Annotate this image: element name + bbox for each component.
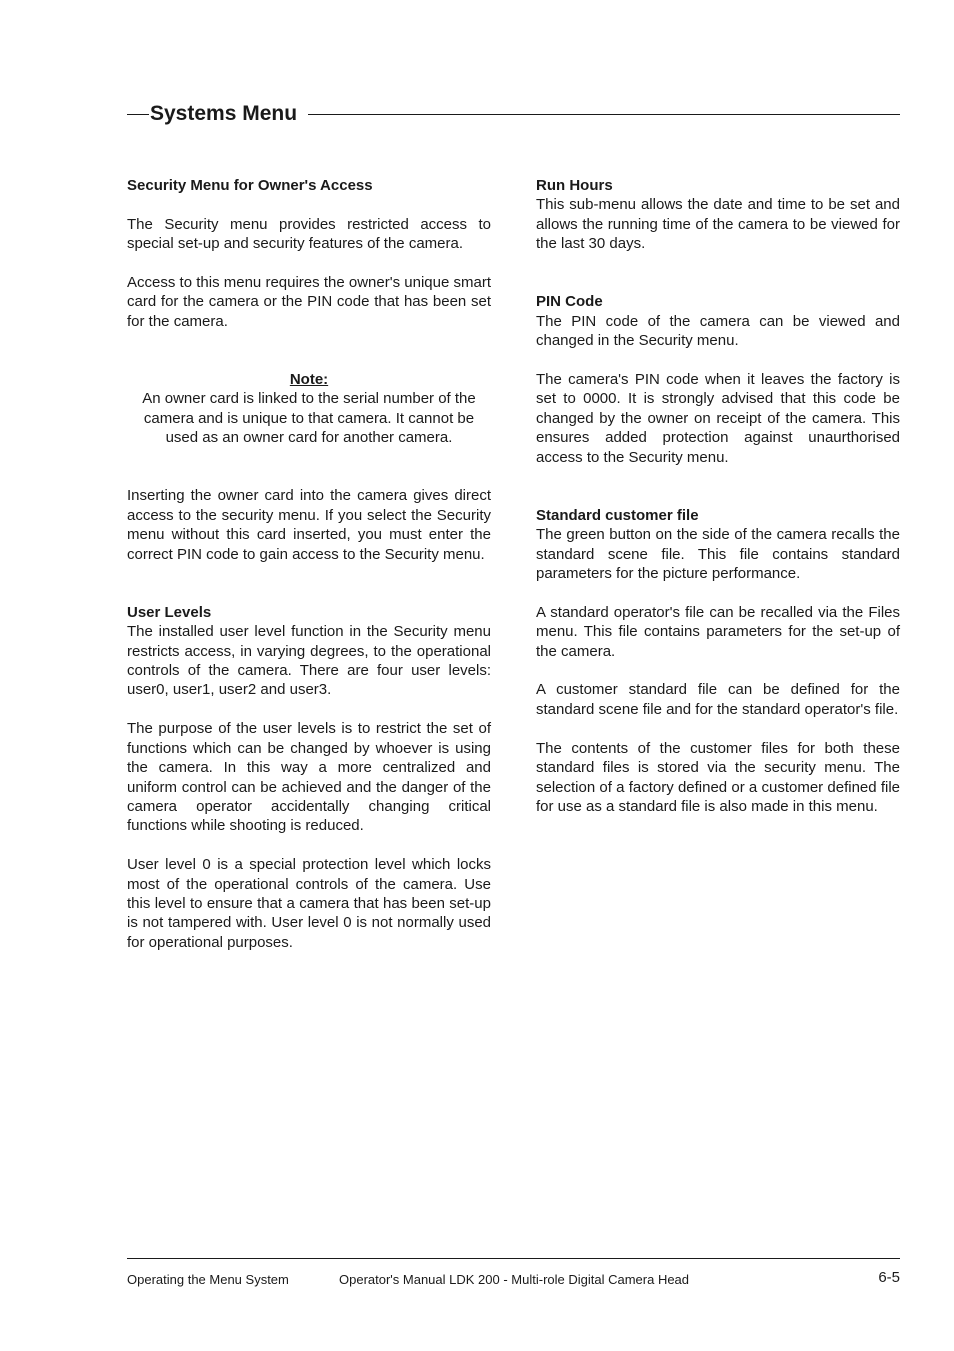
footer-manual-title: Operator's Manual LDK 200 - Multi-role Digital Camera Head [339, 1272, 690, 1287]
footer-section: Operating the Menu System [127, 1272, 289, 1287]
security-paragraph-2: Access to this menu requires the owner's unique smart card for the camera or the PIN code that has been set for the camera. [127, 274, 491, 330]
note-text: An owner card is linked to the serial number of the camera and is unique to that camera. It cannot be used as an owner card for another camera. [142, 390, 476, 447]
page-number: 6-5 [878, 1269, 900, 1286]
security-heading: Security Menu for Owner's Access [127, 177, 373, 194]
user-levels-paragraph-3: User level 0 is a special protection level which locks most of the operational controls of the camera. Use this level to ensure that a camera that has been set-up is not tampered with. User level 0 is not normally used for operational purposes. [127, 856, 491, 951]
footer-rule [127, 1258, 900, 1259]
note-heading: Note: [289, 371, 329, 389]
user-levels-heading: User Levels [127, 603, 212, 621]
pin-code-heading: PIN Code [536, 293, 603, 311]
standard-file-paragraph-1: The green button on the side of the camera recalls the standard scene file. This file contains standard parameters for the picture performance. [536, 526, 900, 583]
run-hours-paragraph: This sub-menu allows the date and time to be set and allows the running time of the camera to be viewed for the last 30 days. [536, 196, 900, 253]
security-paragraph-1: The Security menu provides restricted access to special set-up and security features of the camera. [127, 215, 491, 253]
page-header [127, 100, 900, 128]
standard-file-paragraph-4: The contents of the customer files for both these standard files is stored via the security menu. The selection of a factory defined or a customer defined file for use as a standard file is also made in this menu. [536, 739, 900, 815]
header-rule [308, 114, 900, 115]
page-title: Systems Menu [150, 102, 298, 125]
pin-code-paragraph-2: The camera's PIN code when it leaves the factory is set to 0000. It is strongly advised that this code be changed by the owner on receipt of the camera. This ensures added protection against unaurthorised access to the Security menu. [536, 371, 900, 466]
pin-code-paragraph-1: The PIN code of the camera can be viewed and changed in the Security menu. [536, 312, 900, 350]
left-column [127, 176, 491, 952]
standard-file-paragraph-3: A customer standard file can be defined for the standard scene file and for the standard operator's file. [536, 681, 900, 718]
run-hours-heading: Run Hours [536, 177, 613, 194]
security-paragraph-3: Inserting the owner card into the camera gives direct access to the security menu. If you select the Security menu without this card inserted, you must enter the correct PIN code to gain access to the Security menu. [127, 487, 491, 563]
user-levels-paragraph-1: The installed user level function in the Security menu restricts access, in varying degrees, to the operational controls of the camera. There are four user levels: user0, user1, user2 and user3. [127, 623, 491, 699]
header-lead-rule [127, 114, 149, 115]
right-column [536, 176, 900, 816]
standard-file-paragraph-2: A standard operator's file can be recalled via the Files menu. This file contains parameters for the set-up of the camera. [536, 603, 900, 660]
user-levels-paragraph-2: The purpose of the user levels is to restrict the set of functions which can be changed by whoever is using the camera. In this way a more centralized and uniform control can be achieved and the danger of the camera operator accidentally changing critical functions while shooting is reduced. [127, 720, 491, 835]
standard-customer-file-heading: Standard customer file [536, 506, 699, 524]
